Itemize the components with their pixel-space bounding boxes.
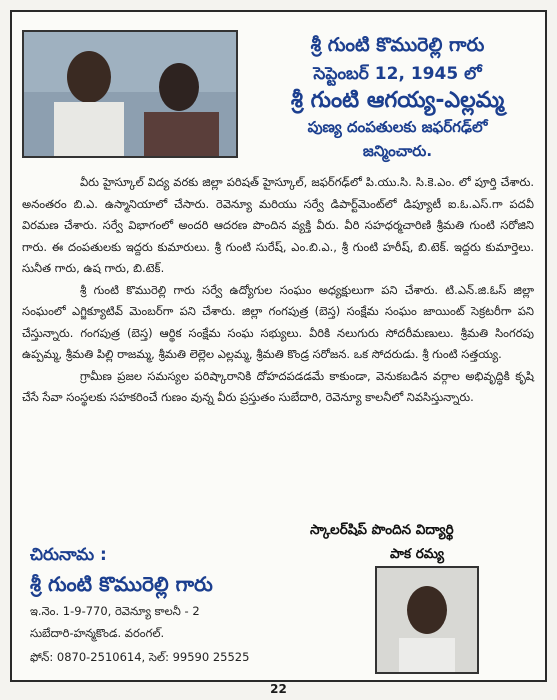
header-name: శ్రీ గుంటి కొమురెల్లి గారు — [310, 34, 485, 56]
header-born: జన్మించారు. — [362, 142, 433, 160]
address-name: శ్రీ గుంటి కొమురెల్లి గారు — [30, 572, 213, 596]
paragraph-service: శ్రీ గుంటి కొమురెల్లి గారు సర్వే ఉద్యోగుల సంఘం అధ్యక్షులుగా పని చేశారు. టి.ఎన్.జి.ఓస్ జిల్లా సంఘంలో ఎగ్జిక్యూటివ్ మెంబర్‌గా పని చేశారు. జిల్లా గంగపుత్ర (బెస్త) సంక్షేమ సంఘం జాయింట్ సెక్రటరీగా పని చేస్తున్నారు. గంగపుత్ర (బెస్త) ఆర్థిక సంక్షేమ సంఘ సభ్యులు. వీరికి నలుగురు సోదరీమణులు. శ్రీమతి సింగరపు ఉప్పమ్మ, శ్రీమతి పిల్లి రాజమ్మ, శ్రీమతి లెల్లెల ఎల్లమ్మ, శ్రీమతి కొండ్ర సరోజన. ఒక సోదరుడు. శ్రీ గుంటి సత్తయ్య. — [22, 282, 534, 361]
student-name: పాక రమ్య — [390, 546, 445, 562]
student-photo — [375, 566, 479, 674]
page-number: 22 — [270, 682, 287, 696]
header-parents: శ్రీ గుంటి ఆగయ్య-ఎల్లమ్మ — [290, 88, 505, 113]
address-line-1: ఇ.నెం. 1-9-770, రెవెన్యూ కాలనీ - 2 — [30, 604, 200, 618]
address-label: చిరునామ : — [30, 545, 107, 565]
address-line-2: సుబేదారి-హన్మకొండ. వరంగల్. — [30, 626, 165, 640]
scholarship-heading: స్కాలర్‌షిప్ పొందిన విద్యార్థి — [310, 522, 454, 538]
address-phone: ఫోన్: 0870-2510614, సెల్: 99590 25525 — [30, 650, 250, 664]
paragraph-community: గ్రామీణ ప్రజల సమస్యల పరిష్కారానికి దోహదపడడమే కాకుండా, వెనుకబడిన వర్గాల అభివృద్ధికి కృషి చేసే సేవా సంస్థలకు సహకరించే గుణం వున్న వీరు ప్రస్తుతం సుబేదారి, రెవెన్యూ కాలనీలో నివసిస్తున్నారు. — [22, 368, 534, 404]
couple-photo — [22, 30, 238, 158]
biography-text — [22, 172, 534, 409]
header-birthplace: పుణ్య దంపతులకు జఫర్‌గఢ్‌లో — [307, 118, 488, 136]
paragraph-education: వీరు హైస్కూల్ విద్య వరకు జిల్లా పరిషత్ హైస్కూల్, జఫర్‌గఢ్‌లో పి.యు.సి. సి.కె.ఎం. లో పూర్తి చేశారు. అనంతరం బి.ఎ. ఉస్మానియాలో చేసారు. రెవెన్యూ మరియు సర్వే డిపార్ట్‌మెంట్‌లో డిప్యూటీ ఐ.ఓ.ఎస్.గా పదవీ విరమణ చేశారు. సర్వే విభాగంలో అందరి ఆదరణ పొందిన వ్యక్తి వీరు. వీరి సహధర్మచారిణి శ్రీమతి గుంటి సరోజిని గారు. ఈ దంపతులకు ఇద్దరు కుమారులు. శ్రీ గుంటి సురేష్, ఎం.బి.ఎ., శ్రీ గుంటి హరీష్, బి.టెక్. ఇద్దరు కుమార్తెలు. సునీత గారు, ఉష గారు, బి.టెక్. — [22, 175, 534, 275]
header-birth-date: సెప్టెంబర్ 12, 1945 లో — [313, 64, 482, 84]
